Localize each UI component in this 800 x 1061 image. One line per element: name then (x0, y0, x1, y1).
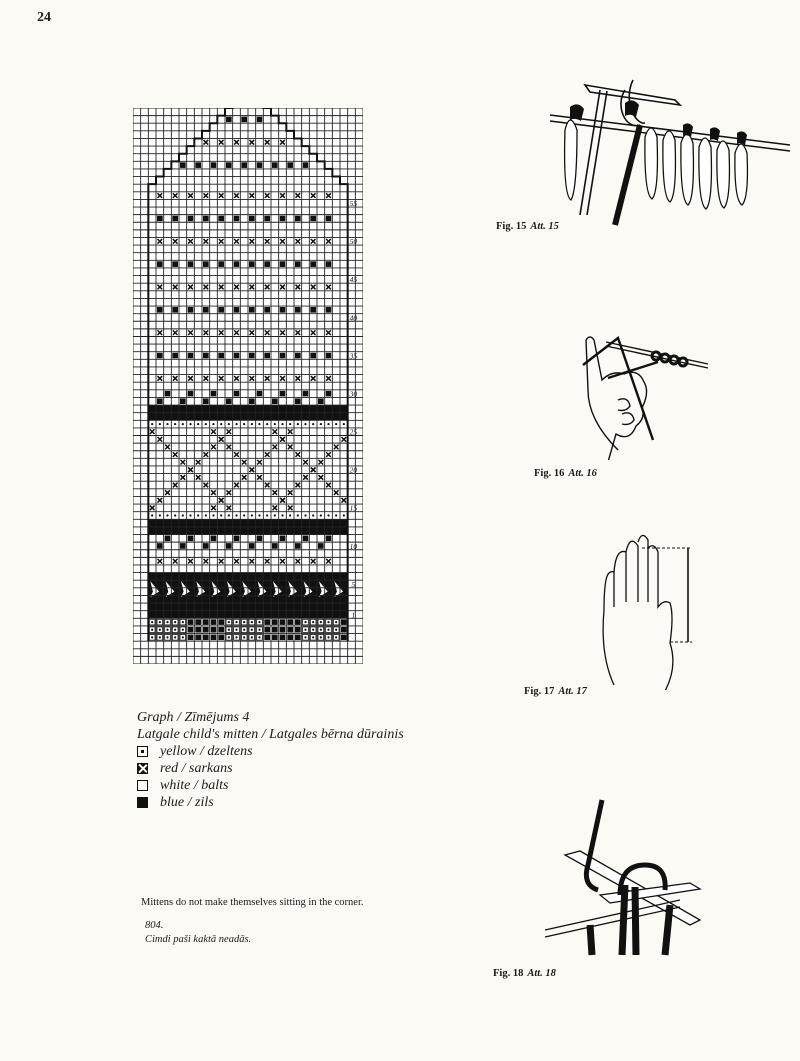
blue-stitch (234, 261, 240, 267)
graph-caption (137, 709, 404, 811)
yellow-stitch (235, 514, 237, 516)
yellow-stitch (212, 636, 214, 638)
blue-stitch (249, 543, 255, 549)
fig15-caption (496, 221, 559, 232)
yellow-stitch (281, 514, 283, 516)
blue-stitch (226, 398, 232, 404)
yellow-stitch (182, 423, 184, 425)
yellow-stitch (281, 423, 283, 425)
yellow-stitch (343, 629, 345, 631)
yellow-stitch (289, 629, 291, 631)
yellow-stitch (327, 514, 329, 516)
filled-square-icon (137, 797, 148, 808)
knitting-needles-icon (545, 75, 795, 235)
yellow-stitch (182, 621, 184, 623)
yellow-stitch (327, 636, 329, 638)
yellow-stitch (166, 629, 168, 631)
yellow-stitch (174, 423, 176, 425)
yellow-stitch (197, 423, 199, 425)
yellow-stitch (212, 514, 214, 516)
yellow-stitch (197, 621, 199, 623)
yellow-stitch (258, 636, 260, 638)
blue-stitch (280, 353, 286, 359)
blue-stitch (272, 398, 278, 404)
blue-stitch (234, 216, 240, 222)
yellow-stitch (205, 636, 207, 638)
yellow-stitch (159, 423, 161, 425)
blue-stitch (157, 307, 163, 313)
yellow-stitch (212, 423, 214, 425)
yellow-stitch (251, 636, 253, 638)
yellow-stitch (266, 629, 268, 631)
att-label: Att. 18 (527, 968, 556, 979)
blue-stitch (249, 353, 255, 359)
blue-stitch (264, 216, 270, 222)
yellow-stitch (343, 423, 345, 425)
row-label: 10 (349, 541, 358, 551)
yellow-stitch (320, 636, 322, 638)
yellow-stitch (228, 423, 230, 425)
blue-stitch (195, 162, 201, 168)
yellow-stitch (243, 514, 245, 516)
blue-stitch (249, 307, 255, 313)
blue-stitch (303, 536, 309, 542)
att-label: Att. 15 (530, 221, 559, 232)
yellow-stitch (151, 514, 153, 516)
blue-stitch (295, 261, 301, 267)
blue-stitch (326, 216, 332, 222)
yellow-stitch (166, 423, 168, 425)
blue-stitch (310, 216, 316, 222)
yellow-stitch (312, 514, 314, 516)
yellow-stitch (304, 636, 306, 638)
blue-stitch (218, 261, 224, 267)
yellow-stitch (289, 514, 291, 516)
yellow-stitch (220, 621, 222, 623)
fig16-illustration (578, 330, 713, 460)
blue-stitch (257, 536, 263, 542)
graph-subtitle: Latgale child's mitten / Latgales bērna dūrainis (137, 727, 404, 742)
yellow-stitch (243, 621, 245, 623)
fig16-caption (534, 468, 597, 479)
yarn-loop-needles-icon (540, 795, 720, 960)
yellow-stitch (228, 636, 230, 638)
yellow-stitch (274, 423, 276, 425)
yellow-stitch (189, 423, 191, 425)
yellow-stitch (251, 514, 253, 516)
yellow-stitch (320, 629, 322, 631)
blue-stitch (180, 398, 186, 404)
yellow-stitch (297, 423, 299, 425)
yellow-stitch (251, 621, 253, 623)
yellow-stitch (189, 621, 191, 623)
row-label: 5 (351, 579, 356, 589)
yellow-stitch (174, 629, 176, 631)
yellow-stitch (258, 621, 260, 623)
blue-stitch (280, 536, 286, 542)
page-number: 24 (37, 10, 51, 25)
yellow-stitch (220, 629, 222, 631)
yellow-stitch (189, 514, 191, 516)
blue-stitch (218, 216, 224, 222)
yellow-stitch (266, 423, 268, 425)
blue-stitch (211, 536, 217, 542)
dot-square-icon (137, 746, 148, 757)
yellow-stitch (327, 423, 329, 425)
blue-stitch (226, 543, 232, 549)
yellow-stitch (243, 636, 245, 638)
blue-stitch (180, 162, 186, 168)
blue-stitch (234, 536, 240, 542)
blue-stitch (188, 307, 194, 313)
blue-stitch (165, 391, 171, 397)
blue-stitch (280, 261, 286, 267)
yellow-stitch (343, 636, 345, 638)
blue-stitch (295, 398, 301, 404)
yellow-stitch (343, 621, 345, 623)
hand-measurement-icon (600, 530, 700, 690)
yellow-stitch (243, 629, 245, 631)
yellow-stitch (281, 629, 283, 631)
yellow-stitch (327, 629, 329, 631)
legend-label: white / balts (160, 778, 229, 793)
yellow-stitch (174, 514, 176, 516)
yellow-stitch (251, 629, 253, 631)
blue-stitch (264, 353, 270, 359)
yellow-stitch (289, 423, 291, 425)
att-label: Att. 17 (558, 686, 587, 697)
fig18-caption (493, 968, 556, 979)
yellow-stitch (258, 629, 260, 631)
blue-stitch (272, 162, 278, 168)
blue-stitch (188, 353, 194, 359)
yellow-stitch (151, 621, 153, 623)
blue-stitch (272, 543, 278, 549)
proverb-english: Mittens do not make themselves sitting in the corner. (141, 897, 364, 908)
yellow-stitch (182, 636, 184, 638)
yellow-stitch (297, 629, 299, 631)
yellow-stitch (266, 514, 268, 516)
yellow-stitch (235, 629, 237, 631)
yellow-stitch (151, 423, 153, 425)
yellow-stitch (159, 629, 161, 631)
blue-stitch (241, 117, 247, 123)
blue-stitch (249, 398, 255, 404)
yellow-stitch (304, 629, 306, 631)
fig17-caption (524, 686, 587, 697)
blue-stitch (172, 353, 178, 359)
yellow-stitch (297, 514, 299, 516)
blue-stitch (257, 391, 263, 397)
blue-stitch (303, 391, 309, 397)
att-label: Att. 16 (568, 468, 597, 479)
fig-label: Fig. 17 (524, 686, 555, 697)
blue-stitch (249, 261, 255, 267)
yellow-stitch (197, 636, 199, 638)
blue-stitch (310, 307, 316, 313)
yellow-stitch (166, 636, 168, 638)
yellow-stitch (335, 514, 337, 516)
blue-stitch (234, 391, 240, 397)
blue-stitch (226, 117, 232, 123)
blue-stitch (211, 162, 217, 168)
blue-stitch (226, 162, 232, 168)
legend-label: red / sarkans (160, 761, 233, 776)
yellow-stitch (312, 621, 314, 623)
yellow-stitch (312, 636, 314, 638)
empty-square-icon (137, 780, 148, 791)
blue-stitch (295, 307, 301, 313)
yellow-stitch (166, 621, 168, 623)
legend-label: yellow / dzeltens (160, 744, 253, 759)
blue-stitch (287, 162, 293, 168)
yellow-stitch (151, 636, 153, 638)
blue-stitch (241, 162, 247, 168)
row-label: 50 (349, 237, 358, 247)
yellow-stitch (304, 423, 306, 425)
blue-stitch (257, 162, 263, 168)
yellow-stitch (266, 621, 268, 623)
fig-label: Fig. 16 (534, 468, 565, 479)
row-label: 40 (349, 313, 358, 323)
blue-stitch (295, 353, 301, 359)
legend-item-yellow (137, 743, 404, 760)
yellow-stitch (320, 514, 322, 516)
yellow-stitch (243, 423, 245, 425)
blue-stitch (157, 398, 163, 404)
yellow-stitch (235, 636, 237, 638)
yellow-stitch (205, 621, 207, 623)
row-label: 15 (349, 503, 358, 513)
yellow-stitch (235, 423, 237, 425)
yellow-stitch (289, 621, 291, 623)
yellow-stitch (205, 423, 207, 425)
fig17-illustration (600, 530, 700, 690)
yellow-stitch (335, 423, 337, 425)
proverb-number: 804. (145, 920, 164, 931)
yellow-stitch (189, 636, 191, 638)
yellow-stitch (151, 629, 153, 631)
yellow-stitch (220, 423, 222, 425)
yellow-stitch (159, 636, 161, 638)
yellow-stitch (274, 514, 276, 516)
blue-stitch (172, 307, 178, 313)
blue-stitch (157, 543, 163, 549)
yellow-stitch (304, 621, 306, 623)
blue-stitch (234, 353, 240, 359)
blue-stitch (203, 353, 209, 359)
yellow-stitch (258, 514, 260, 516)
blue-stitch (203, 216, 209, 222)
yellow-stitch (297, 636, 299, 638)
blue-stitch (188, 391, 194, 397)
blue-stitch (303, 162, 309, 168)
fig-label: Fig. 18 (493, 968, 524, 979)
yellow-stitch (274, 621, 276, 623)
proverb-latvian: Cimdi paši kaktā neadās. (145, 934, 252, 945)
yellow-stitch (281, 621, 283, 623)
yellow-stitch (335, 629, 337, 631)
blue-stitch (188, 536, 194, 542)
row-label: 35 (349, 351, 358, 361)
blue-stitch (211, 391, 217, 397)
yellow-stitch (220, 636, 222, 638)
legend-label: blue / zils (160, 795, 214, 810)
row-label: 55 (349, 199, 358, 209)
blue-stitch (180, 543, 186, 549)
row-label: 30 (349, 389, 358, 399)
row-label: 45 (349, 275, 358, 285)
fig-label: Fig. 15 (496, 221, 527, 232)
yellow-stitch (174, 636, 176, 638)
yellow-stitch (212, 629, 214, 631)
blue-stitch (157, 216, 163, 222)
yellow-stitch (274, 629, 276, 631)
yellow-stitch (258, 423, 260, 425)
row-label: 1 (351, 610, 356, 620)
yellow-stitch (320, 621, 322, 623)
yellow-stitch (312, 423, 314, 425)
blue-stitch (172, 261, 178, 267)
blue-stitch (310, 261, 316, 267)
yellow-stitch (281, 636, 283, 638)
yellow-stitch (189, 629, 191, 631)
blue-stitch (172, 216, 178, 222)
blue-stitch (326, 307, 332, 313)
blue-stitch (203, 398, 209, 404)
yellow-stitch (197, 514, 199, 516)
legend-item-red (137, 760, 404, 777)
blue-stitch (264, 307, 270, 313)
yellow-stitch (228, 514, 230, 516)
yellow-stitch (228, 621, 230, 623)
yellow-stitch (159, 514, 161, 516)
blue-stitch (165, 536, 171, 542)
knitting-chart (133, 108, 363, 664)
fig18-illustration (540, 795, 720, 960)
yellow-stitch (251, 423, 253, 425)
blue-stitch (318, 398, 324, 404)
yellow-stitch (312, 629, 314, 631)
blue-stitch (295, 216, 301, 222)
yellow-stitch (182, 629, 184, 631)
blue-stitch (234, 307, 240, 313)
row-label: 20 (349, 465, 358, 475)
yellow-stitch (343, 514, 345, 516)
yellow-stitch (304, 514, 306, 516)
legend-item-blue (137, 794, 404, 811)
hand-with-yarn-icon (578, 330, 713, 460)
blue-stitch (203, 543, 209, 549)
yellow-stitch (159, 621, 161, 623)
blue-stitch (188, 216, 194, 222)
yellow-stitch (212, 621, 214, 623)
yellow-stitch (166, 514, 168, 516)
yellow-stitch (205, 629, 207, 631)
blue-stitch (264, 261, 270, 267)
yellow-stitch (274, 636, 276, 638)
blue-stitch (188, 261, 194, 267)
blue-stitch (218, 353, 224, 359)
blue-stitch (203, 307, 209, 313)
yellow-stitch (197, 629, 199, 631)
blue-stitch (249, 216, 255, 222)
yellow-stitch (335, 621, 337, 623)
yellow-stitch (235, 621, 237, 623)
blue-stitch (326, 353, 332, 359)
yellow-stitch (228, 629, 230, 631)
blue-stitch (280, 307, 286, 313)
yellow-stitch (297, 621, 299, 623)
yellow-stitch (266, 636, 268, 638)
yellow-stitch (220, 514, 222, 516)
yellow-stitch (205, 514, 207, 516)
row-label: 25 (349, 427, 358, 437)
blue-stitch (280, 391, 286, 397)
yellow-stitch (335, 636, 337, 638)
yellow-stitch (174, 621, 176, 623)
yellow-stitch (327, 621, 329, 623)
fig15-illustration (545, 75, 795, 235)
blue-stitch (318, 543, 324, 549)
x-square-icon (137, 763, 148, 774)
blue-stitch (326, 391, 332, 397)
blue-stitch (257, 117, 263, 123)
blue-stitch (280, 216, 286, 222)
blue-stitch (203, 261, 209, 267)
blue-stitch (157, 353, 163, 359)
graph-title: Graph / Zīmējums 4 (137, 710, 250, 725)
blue-stitch (326, 261, 332, 267)
blue-stitch (295, 543, 301, 549)
blue-stitch (218, 307, 224, 313)
yellow-stitch (289, 636, 291, 638)
yellow-stitch (320, 423, 322, 425)
blue-stitch (157, 261, 163, 267)
blue-stitch (326, 536, 332, 542)
yellow-stitch (182, 514, 184, 516)
legend-item-white (137, 777, 404, 794)
chart-grid (133, 108, 363, 664)
blue-stitch (310, 353, 316, 359)
